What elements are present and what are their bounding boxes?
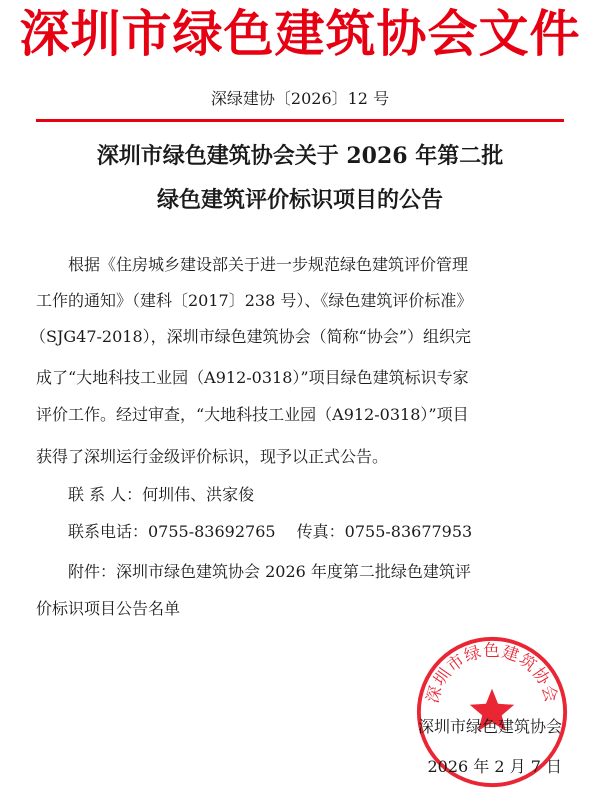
seal-text: 深圳市绿色建筑协会 <box>422 641 562 706</box>
contact-person: 联 系 人：何圳伟、洪家俊 <box>68 485 255 504</box>
signature-date: 2026 年 2 月 7 日 <box>427 757 562 776</box>
attachment-line-2: 价标识项目公告名单 <box>36 599 181 618</box>
body-paragraph-line: 成了“大地科技工业园（A912-0318）”项目绿色建筑标识专家 <box>36 368 469 387</box>
red-divider-line <box>36 119 564 122</box>
body-paragraph-line: 评价工作。经过审查，“大地科技工业园（A912-0318）”项目 <box>36 405 469 424</box>
document-header-title: 深圳市绿色建筑协会文件 <box>19 4 581 63</box>
announcement-title-line-2: 绿色建筑评价标识项目的公告 <box>156 187 443 213</box>
body-paragraph-line: 工作的通知》（建科〔2017〕238 号）、《绿色建筑评价标准》 <box>36 291 473 310</box>
announcement-title-line-1: 深圳市绿色建筑协会关于 2026 年第二批 <box>96 143 504 169</box>
attachment-line-1: 附件：深圳市绿色建筑协会 2026 年度第二批绿色建筑评 <box>68 562 471 581</box>
signature-organization: 深圳市绿色建筑协会 <box>417 717 562 736</box>
contact-phone-fax: 联系电话：0755-83692765 传真：0755-83677953 <box>68 522 473 541</box>
body-paragraph-line: 获得了深圳运行金级评价标识，现予以正式公告。 <box>36 447 389 466</box>
body-paragraph-line: （SJG47-2018），深圳市绿色建筑协会（简称“协会”）组织完 <box>30 327 472 346</box>
body-paragraph-line: 根据《住房城乡建设部关于进一步规范绿色建筑评价管理 <box>68 255 469 274</box>
document-number: 深绿建协〔2026〕12 号 <box>210 89 390 108</box>
